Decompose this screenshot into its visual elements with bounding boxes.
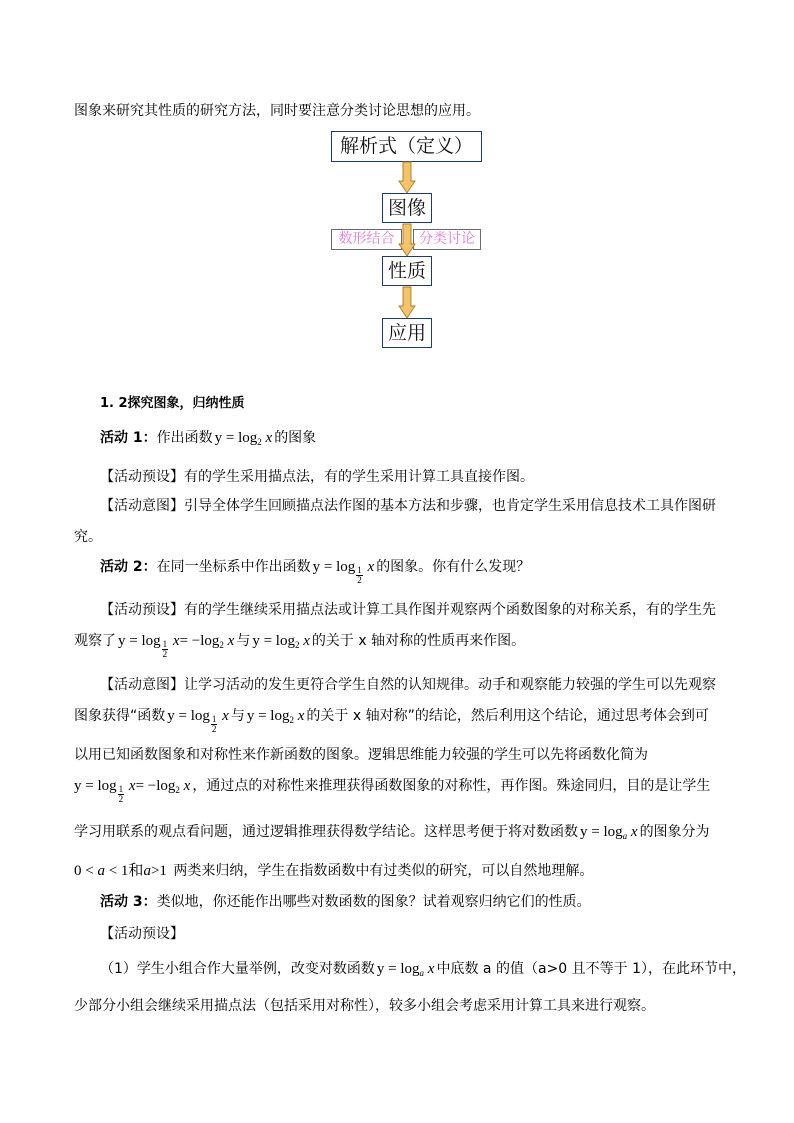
graph-box: 图像 (382, 193, 432, 223)
activity-2 (100, 558, 530, 585)
math-variable-x: x (303, 633, 310, 649)
arrow-shape (399, 224, 415, 256)
inequality-mid: < 1和 (104, 863, 144, 879)
inequality-expression (74, 863, 167, 879)
intent-2-line-1: 【活动意图】让学习活动的发生更符合学生自然的认知规律。动手和观察能力较强的学生可以先观察 (100, 677, 716, 693)
math-variable-x: x (265, 430, 273, 446)
math-y-eq-log: y = log (118, 633, 161, 649)
intent-2-line-5-prefix: 学习用联系的观点看问题，通过逻辑推理获得数学结论。这样思考便于将对数函数 (74, 824, 578, 840)
log-half-neg-expression (118, 633, 235, 659)
activity-3-title: 活动 3： (100, 894, 157, 910)
activity-1-text: 作出函数 (156, 430, 213, 446)
intent-2-line-4 (74, 777, 710, 804)
math-y-eq-log: y = log (214, 430, 258, 446)
preset-2-line-2 (74, 632, 525, 659)
preset-3-title: 【活动预设】 (100, 926, 184, 942)
math-variable-x: x (172, 633, 180, 649)
intent-2-line-5 (74, 823, 710, 841)
math-base-2: 2 (257, 437, 262, 447)
loga-expression (580, 824, 638, 840)
down-arrow-icon (399, 224, 415, 256)
intent-2-line-6-suffix: 两类来归纳，学生在指数函数中有过类似的研究，可以自然地理解。 (173, 863, 594, 879)
down-arrow-icon (399, 287, 415, 318)
intent-1-line-2: 究。 (74, 529, 102, 545)
fraction-numerator: 1 (162, 639, 168, 649)
fraction-base (118, 785, 125, 804)
math-base-a: a (622, 831, 628, 841)
fraction-denominator: 2 (162, 649, 168, 659)
loga-expression (377, 961, 435, 977)
activity-2-suffix: 的图象。你有什么发现？ (376, 559, 531, 575)
intent-2-line-2-prefix: 图象获得“函数 (74, 708, 166, 724)
fraction-numerator: 1 (357, 565, 362, 575)
math-variable-x: x (227, 633, 235, 649)
math-base-2: 2 (175, 785, 180, 795)
fraction-denominator: 2 (211, 724, 217, 734)
math-y-eq-log: y = log (252, 633, 295, 649)
fraction-denominator: 2 (118, 794, 124, 804)
math-variable-a: a (97, 863, 105, 879)
arrow-shape (399, 287, 415, 318)
activity-1-title: 活动 1： (100, 430, 157, 446)
definition-box: 解析式（定义） (331, 131, 482, 162)
preset-3-line-2: 少部分小组会继续采用描点法（包括采用对称性），较多小组会考虑采用计算工具来进行观察。 (74, 998, 655, 1014)
label-case-discussion: 分类讨论 (413, 229, 481, 250)
intro-line: 图象来研究其性质的研究方法，同时要注意分类讨论思想的应用。 (74, 103, 480, 119)
math-variable-x: x (367, 559, 375, 575)
preset-3-line-1-prefix: （1）学生小组合作大量举例，改变对数函数 (100, 961, 375, 977)
section-title: 1. 2探究图象，归纳性质 (100, 396, 245, 411)
activity-3-text: 类似地，你还能作出哪些对数函数的图象？试着观察归纳它们的性质。 (156, 894, 591, 910)
log-half-expression (167, 708, 229, 734)
preset-2-line-2-connector: 与 (236, 633, 251, 649)
math-variable-a: a (143, 863, 151, 879)
intent-1-line-1: 【活动意图】引导全体学生回顾描点法作图的基本方法和步骤，也肯定学生采用信息技术工具作图研 (100, 498, 716, 514)
inequality-left: 0 < (74, 863, 98, 879)
math-variable-x: x (297, 708, 305, 724)
down-arrow-icon (399, 162, 415, 193)
arrow-shape (399, 162, 415, 193)
math-y-eq-log: y = log (580, 824, 623, 840)
preset-3-line-1-suffix: 中底数 a 的值（a>0 且不等于 1），在此环节中， (436, 961, 746, 977)
math-y-eq-log: y = log (167, 708, 210, 724)
intent-2-line-5-suffix: 的图象分为 (639, 824, 710, 840)
math-y-eq-log: y = log (74, 778, 117, 794)
log2-expression (215, 430, 273, 446)
math-eq-neg-log: = −log (135, 778, 176, 794)
math-y-eq-log: y = log (312, 559, 356, 575)
math-base-2: 2 (219, 640, 224, 650)
fraction-base (211, 715, 218, 734)
preset-2-line-1: 【活动预设】有的学生继续采用描点法或计算工具作图并观察两个函数图象的对称关系，有的学生先 (100, 602, 716, 618)
preset-3-line-1 (100, 960, 746, 978)
math-variable-x: x (222, 708, 229, 724)
log-half-expression (312, 559, 375, 585)
activity-2-text: 在同一坐标系中作出函数 (156, 559, 311, 575)
intent-2-line-2-connector: 与 (230, 708, 245, 724)
preset-1: 【活动预设】有的学生采用描点法，有的学生采用计算工具直接作图。 (100, 469, 534, 485)
property-box: 性质 (382, 256, 432, 286)
intent-2-line-6 (74, 862, 593, 880)
fraction-denominator: 2 (357, 575, 362, 585)
fraction-numerator: 1 (118, 784, 124, 794)
inequality-right: >1 (150, 863, 167, 879)
fraction-numerator: 1 (211, 714, 217, 724)
preset-2-line-2-suffix: 的关于 x 轴对称的性质再来作图。 (311, 633, 526, 649)
activity-2-title: 活动 2： (100, 559, 157, 575)
intent-2-line-2 (74, 707, 709, 734)
preset-2-line-2-prefix: 观察了 (74, 633, 116, 649)
math-variable-x: x (128, 778, 136, 794)
math-y-eq-log: y = log (376, 961, 420, 977)
math-base-a: a (419, 968, 425, 978)
intent-2-line-2-suffix: 的关于 x 轴对称”的结论，然后利用这个结论，通过思考体会到可 (306, 708, 709, 724)
activity-1-suffix: 的图象 (274, 430, 317, 446)
activity-1 (100, 429, 316, 447)
label-number-shape-combination: 数形结合 (331, 229, 402, 250)
math-y-eq-log: y = log (246, 708, 290, 724)
fraction-base (356, 566, 363, 585)
fraction-base (162, 640, 169, 659)
activity-3 (100, 893, 591, 911)
math-variable-x: x (183, 778, 191, 794)
intent-2-line-3: 以用已知函数图象和对称性来作新函数的图象。逻辑思维能力较强的学生可以先将函数化简为 (74, 747, 648, 763)
log2-expression (247, 708, 305, 724)
intent-2-line-4-suffix: ，通过点的对称性来推理获得函数图象的对称性，再作图。殊途同归，目的是让学生 (192, 778, 711, 794)
log-half-neg-expression (74, 778, 191, 804)
math-variable-x: x (427, 961, 435, 977)
log2-expression (252, 633, 310, 649)
application-box: 应用 (382, 318, 432, 348)
math-variable-x: x (630, 824, 638, 840)
math-eq-neg-log: = −log (179, 633, 220, 649)
math-base-2: 2 (294, 640, 300, 650)
math-base-2: 2 (289, 715, 294, 725)
